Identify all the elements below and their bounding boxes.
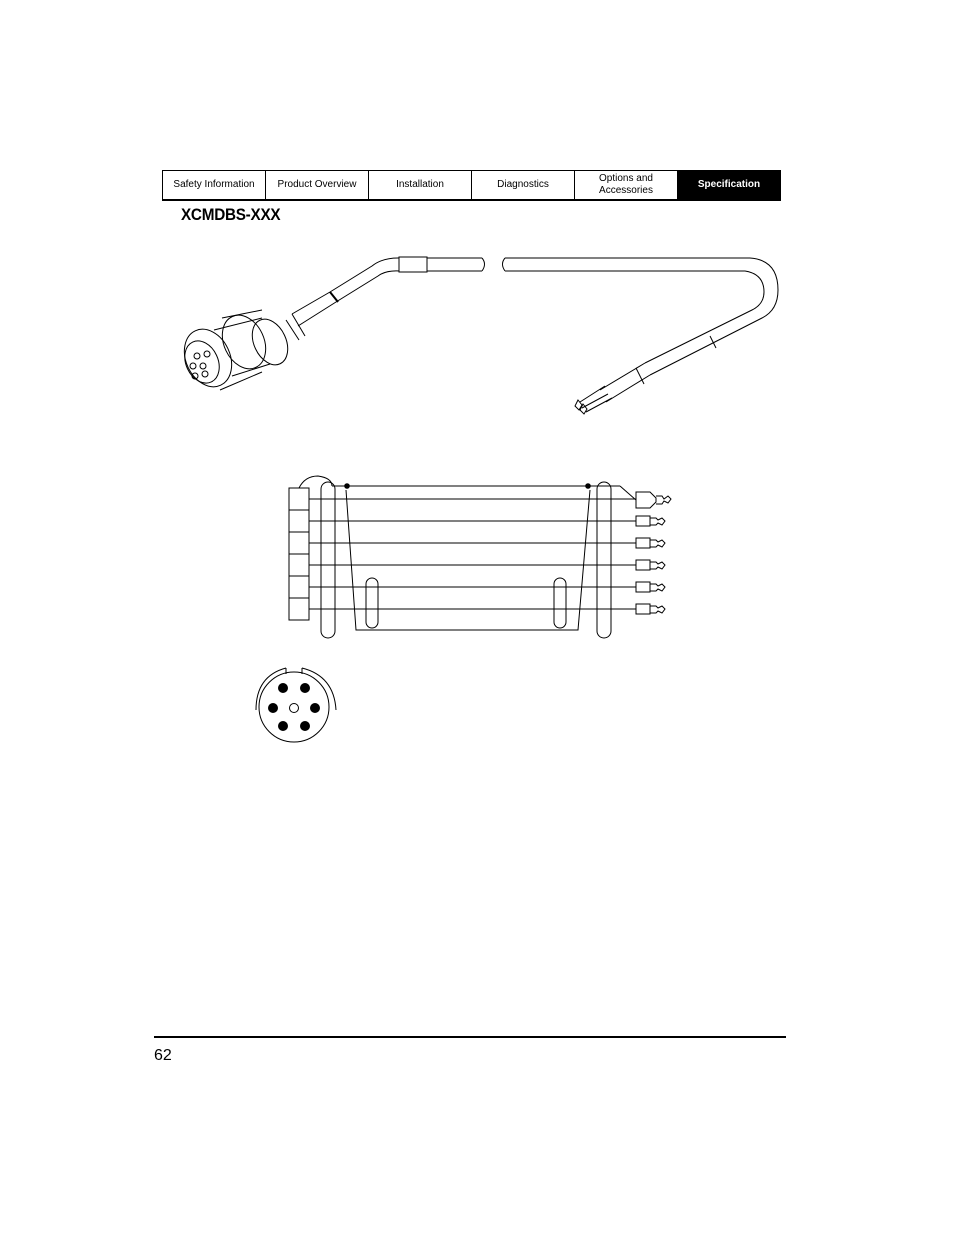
wiring-schematic <box>289 476 671 638</box>
tab-label: Diagnostics <box>497 179 549 190</box>
footer-rule <box>154 1036 786 1038</box>
cable-model-title: XCMDBS-XXX <box>181 205 281 224</box>
wire-terminals <box>636 492 671 614</box>
cable-drawing <box>175 257 778 414</box>
connector-pin-face <box>256 668 336 742</box>
tab-label: Product Overview <box>277 179 357 190</box>
page-number: 62 <box>154 1047 172 1064</box>
tab-label: Options and Accessories <box>599 173 653 196</box>
tab-label: Specification <box>697 179 761 190</box>
tab-label: Installation <box>396 179 444 190</box>
tab-label: Safety Information <box>173 179 255 190</box>
